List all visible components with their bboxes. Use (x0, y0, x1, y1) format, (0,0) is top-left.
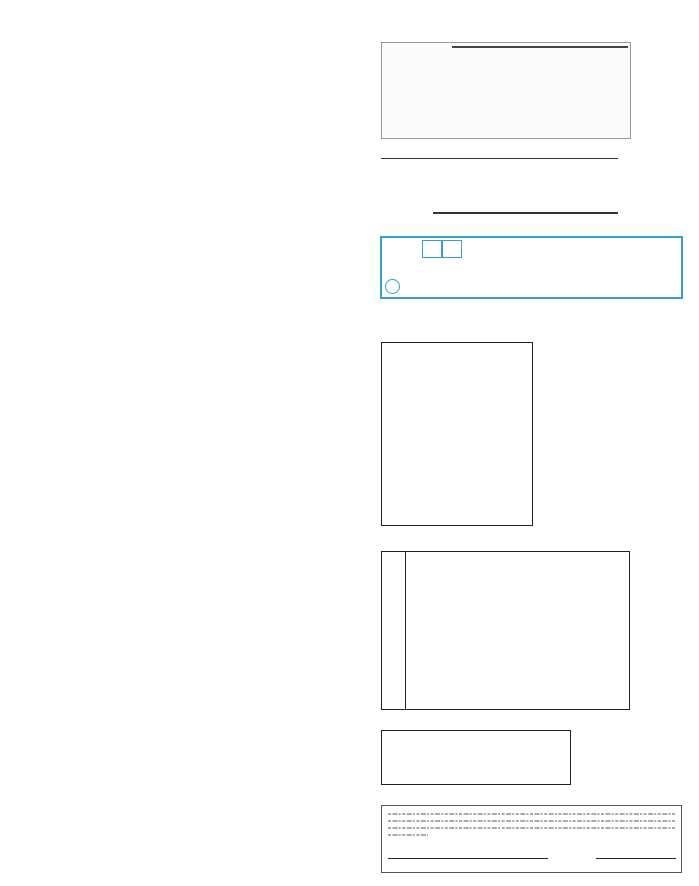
provider-number-form (381, 42, 631, 139)
provider-number-rows (452, 46, 628, 48)
signature-form (381, 805, 682, 873)
day-form (380, 236, 683, 299)
day-ones-box[interactable] (442, 240, 462, 258)
month-form (381, 158, 618, 214)
month-top-rule (381, 158, 618, 159)
day-row-3-x (385, 279, 400, 294)
date-line[interactable] (596, 858, 676, 859)
infant-milk-form (381, 730, 571, 785)
attendance-frame (381, 342, 533, 526)
signature-lines (388, 858, 676, 859)
split-shift-x-bubble[interactable] (385, 279, 400, 294)
day-tens-box[interactable] (422, 240, 442, 258)
meal-items-form (381, 551, 630, 710)
month-bottom-rule (433, 212, 618, 214)
meal-side-label (382, 552, 406, 709)
certification-fine-print (388, 810, 676, 842)
signature-line[interactable] (388, 858, 548, 859)
